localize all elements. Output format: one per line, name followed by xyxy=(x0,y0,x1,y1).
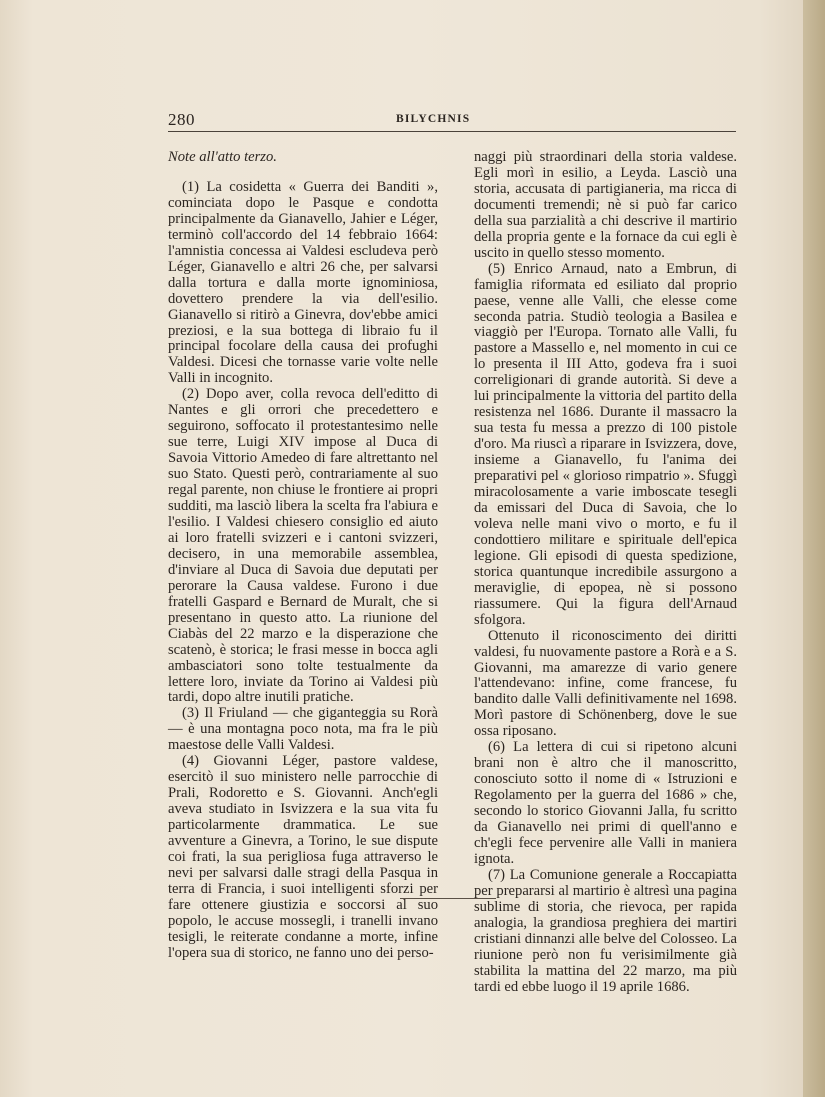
page-number: 280 xyxy=(168,110,195,129)
note-4: (4) Giovanni Léger, pastore valdese, esercitò il suo ministero nelle parrocchie di Prali, Rodoretto e S. Giovanni. Anch'egli aveva studiato in Isvizzera e la sua vita fu particolarmente drammatica. Le sue avventure a Ginevra, a Torino, le sue dispute coi frati, la sua perigliosa fuga attraverso le nevi per salvarsi dalle stragi della Pasqua in terra di Francia, i suoi intelligenti sforzi per fare ottenere giustizia e soccorsi al suo popolo, le accuse mossegli, i tranelli invano tesigli, le reiterate condanne a morte, infine l'opera sua di storico, ne fanno uno dei perso- xyxy=(168,753,438,961)
right-column xyxy=(474,150,737,996)
note-3: (3) Il Friuland — che giganteggia su Rorà — è una montagna poco nota, ma fra le più maestose delle Valli Valdesi. xyxy=(168,705,438,754)
note-5-continued: Ottenuto il riconoscimento dei diritti valdesi, fu nuovamente pastore a Rorà e a S. Giovanni, ma amarezze di vario genere l'attendevano: infine, come francese, fu bandito dalle Valli definitivamente nel 1698. Morì pastore di Schönenberg, dove le sue ossa riposano. xyxy=(474,627,737,740)
running-head: BILYCHNIS xyxy=(396,113,471,125)
left-column xyxy=(168,150,438,962)
note-4-continued: naggi più straordinari della storia valdese. Egli morì in esilio, a Leyda. Lasciò una storia, accusata di partigianeria, ma ricca di documenti tremendi; nè si può far carico della sua parzialità a chi descrive il martirio della propria gente e la fornace da cui egli è uscito in quello stesso momento. xyxy=(474,149,737,261)
note-5: (5) Enrico Arnaud, nato a Embrun, di famiglia riformata ed esiliato dal proprio paese, venne alle Valli, che elesse come seconda patria. Studiò teologia a Basilea e viaggiò per l'Europa. Tornato alle Valli, fu pastore a Massello e, nel momento in cui ce lo presenta il III Atto, godeva fra i suoi correligionari di grande autorità. Si deve a lui principalmente la vittoria del partito della resistenza nel 1686. Durante il massacro la sua testa fu messa a prezzo di 100 pistole d'oro. Ma riuscì a riparare in Isvizzera, dove, insieme a Gianavello, fu l'anima dei preparativi pel « glorioso rimpatrio ». Sfuggì miracolosamente a varie imboscate tesegli da emissari del Duca di Savoia, che lo voleva nelle mani vivo o morto, e fu il condottiero militare e spirituale dell'epica legione. Gli episodi di questa spedizione, storica quantunque incredibile assurgono a meraviglie, di epopea, nè si possono riassumere. Qui la figura dell'Arnaud sfolgora. xyxy=(474,260,737,628)
note-6: (6) La lettera di cui si ripetono alcuni brani non è altro che il manoscritto, conosciuto sotto il nome di « Istruzioni e Regolamento per la guerra del 1686 » che, secondo lo storico Giovanni Jalla, fu scritto da Gianavello nei primi di quell'anno e ch'egli fece pervenire alle Valli in maniera ignota. xyxy=(474,739,737,867)
note-7: (7) La Comunione generale a Roccapiatta per prepararsi al martirio è altresì una pagina sublime di storia, che rievoca, per rapida analogia, la grandiosa preghiera dei martiri cristiani dinnanzi alle belve del Colosseo. La riunione però non fu verisimilmente già stabilita la mattina del 22 marzo, ma più tardi ed ebbe luogo il 19 aprile 1686. xyxy=(474,866,737,995)
end-rule xyxy=(400,898,496,899)
note-2: (2) Dopo aver, colla revoca dell'editto di Nantes e gli orrori che precedettero e seguirono, soffocato il protestantesimo nelle sue terre, Luigi XIV impose al Duca di Savoia Vittorio Amedeo di fare altrettanto nel suo Stato. Questi però, contrariamente al suo regal parente, non chiuse le frontiere ai propri sudditi, ma lasciò libera la scelta fra l'abiura e l'esilio. I Valdesi chiesero consiglio ed aiuto ai loro fratelli svizzeri e i cantoni svizzeri, decisero, in una memorabile assemblea, d'inviare al Duca di Savoia due deputati per perorare la Causa valdese. Furono i due fratelli Gaspard e Bernard de Muralt, che si presentano in questo atto. La riunione del Ciabàs del 22 marzo e la disperazione che scatenò, è storica; le frasi messe in bocca agli ambasciatori sono tolte testualmente da lettere loro, inviate da Torino ai Valdesi più tardi, dopo altre inutili pratiche. xyxy=(168,386,438,706)
note-1: (1) La cosidetta « Guerra dei Banditi », cominciata dopo le Pasque e condotta principalmente da Gianavello, Jahier e Léger, terminò coll'accordo del 14 febbraio 1664: l'amnistia concessa ai Valdesi escludeva però Léger, Gianavello e altri 26 che, per salvarsi dalla tortura e dalla morte ignominiosa, dovettero prendere la via dell'esilio. Gianavello si ritirò a Ginevra, dov'ebbe amici preziosi, e la sua bottega di libraio fu il principal focolare della causa dei profughi Valdesi. Dicesi che tornasse varie volte nelle Valli in incognito. xyxy=(168,178,438,387)
section-title: Note all'atto terzo. xyxy=(168,149,277,165)
header-rule xyxy=(168,131,736,132)
page-header xyxy=(168,110,736,132)
page-edge-shadow xyxy=(803,0,825,1097)
